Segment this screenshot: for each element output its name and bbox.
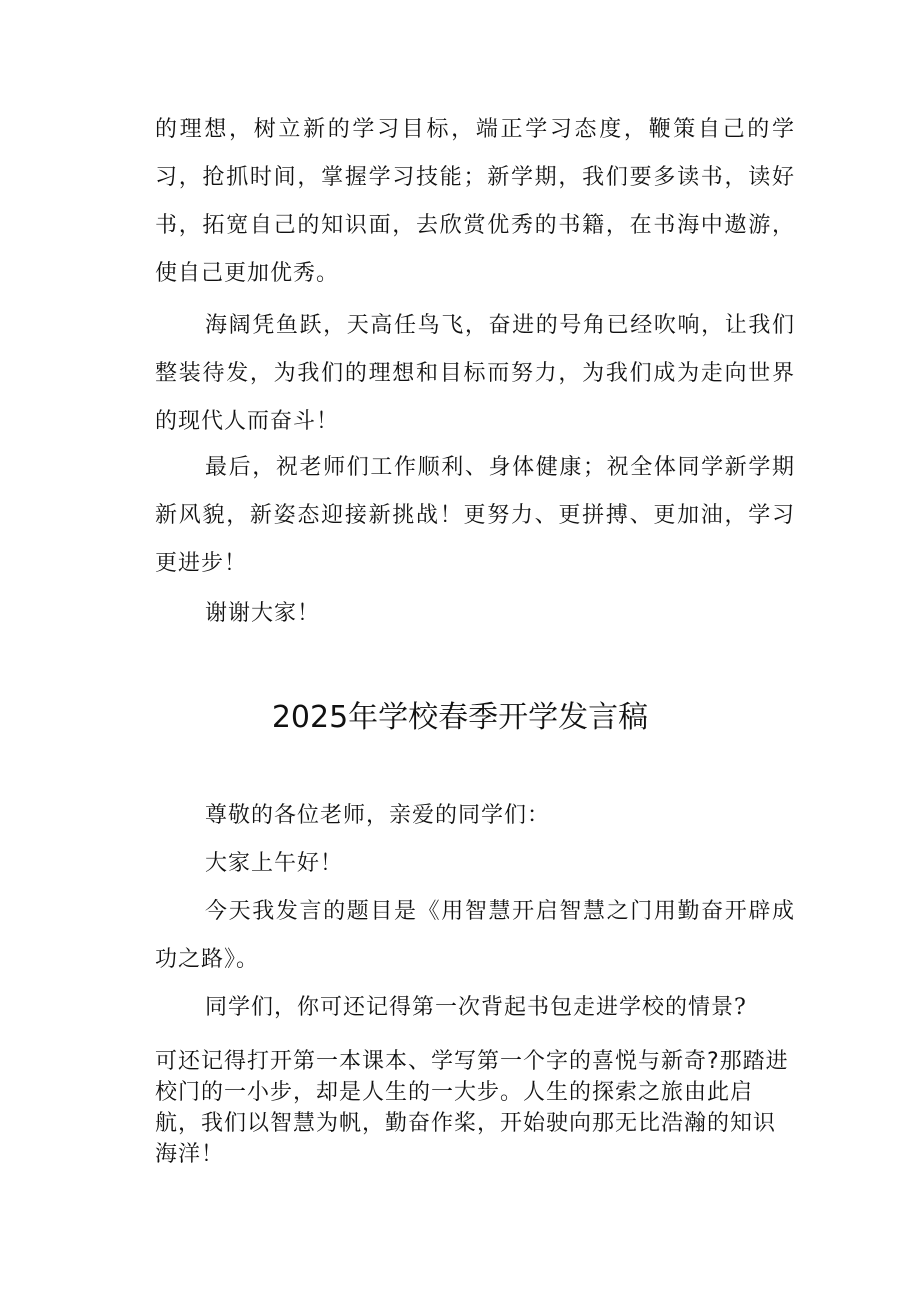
paragraph-thanks: 谢谢大家！ (205, 601, 321, 626)
paragraph-wishes: 最后，祝老师们工作顺利、身体健康；祝全体同学新学期新风貌，新姿态迎接新挑战！更努力、更拼搏、更加油，学习更进步！ (155, 455, 795, 576)
paragraph-topic: 今天我发言的题目是《用智慧开启智慧之门用勤奋开辟成功之路》。 (155, 899, 795, 972)
paragraph-journey: 可还记得打开第一本课本、学写第一个字的喜悦与新奇?那踏进校门的一小步，却是人生的一大步。人生的探索之旅由此启航，我们以智慧为帆，勤奋作桨，开始驶向那无比浩瀚的知识海洋！ (155, 1049, 789, 1167)
speech-title: 2025年学校春季开学发言稿 (271, 700, 649, 735)
paragraph-encouragement: 海阔凭鱼跃，天高任鸟飞，奋进的号角已经吹响，让我们整装待发，为我们的理想和目标而努力，为我们成为走向世界的现代人而奋斗！ (155, 313, 795, 434)
paragraph-greeting: 尊敬的各位老师，亲爱的同学们： (205, 803, 551, 828)
paragraph-question: 同学们，你可还记得第一次背起书包走进学校的情景? (205, 995, 747, 1020)
paragraph-study-goals: 的理想，树立新的学习目标，端正学习态度，鞭策自己的学习，抢抓时间，掌握学习技能；新学期，我们要多读书，读好书，拓宽自己的知识面，去欣赏优秀的书籍，在书海中遨游，使自己更加优秀。 (155, 117, 795, 286)
paragraph-hello: 大家上午好！ (205, 851, 344, 876)
